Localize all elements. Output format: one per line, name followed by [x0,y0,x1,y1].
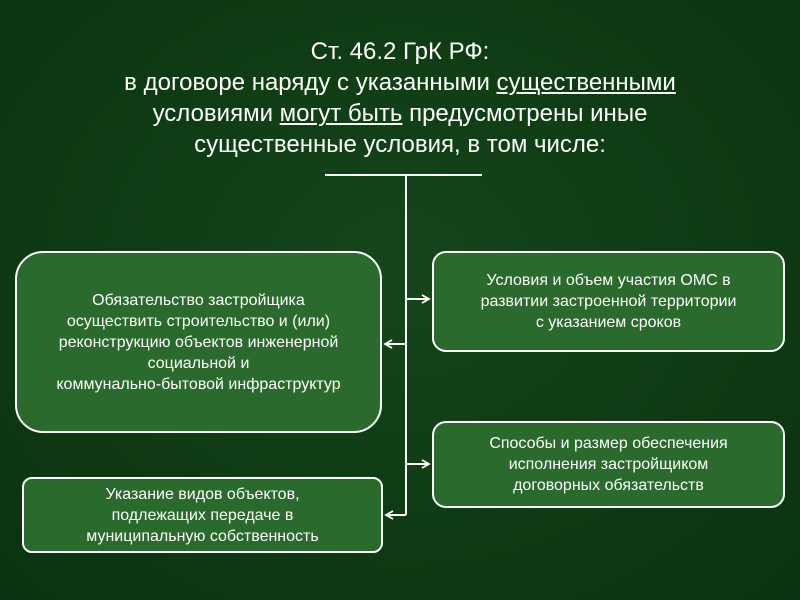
objects-text [86,484,318,547]
obligation-text [56,290,340,395]
title-line-2-text: в договоре наряду с указанными [124,69,497,96]
obligation-line: Обязательство застройщика [92,291,305,309]
oms-text [481,270,737,333]
oms-line: развитии застроенной территории [480,293,737,310]
objects-line: подлежащих передаче в [111,506,294,524]
security-text [489,433,727,496]
security-line: договорных обязательств [513,477,704,494]
security-line: Способы и размер обеспечения [489,435,728,452]
security-line: исполнения застройщиком [508,456,709,473]
objects-line: муниципальную собственность [86,527,319,545]
oms-line: Условия и объем участия ОМС в [486,272,731,289]
municipal-objects-box [22,477,383,553]
objects-line: Указание видов объектов, [105,485,300,503]
obligation-line: социальной и [147,354,250,372]
title-line-3-start: условиями [152,100,280,127]
title-line-4: существенные условия, в том числе: [194,131,606,158]
title-line-3-end: предусмотрены иные [402,100,648,127]
security-box [432,421,785,508]
title-line-1: Ст. 46.2 ГрК РФ: [310,38,490,65]
title-underlined-may-be: могут быть [279,100,403,127]
obligation-line: коммунально-бытовой инфраструктур [56,375,341,393]
oms-participation-box [432,251,785,352]
title-underlined-essential: существенными [496,69,676,96]
obligation-line: реконструкцию объектов инженерной [58,333,339,351]
obligation-line: осуществить строительство и (или) [66,312,331,330]
obligation-box [15,251,382,433]
oms-line: с указанием сроков [535,314,682,331]
